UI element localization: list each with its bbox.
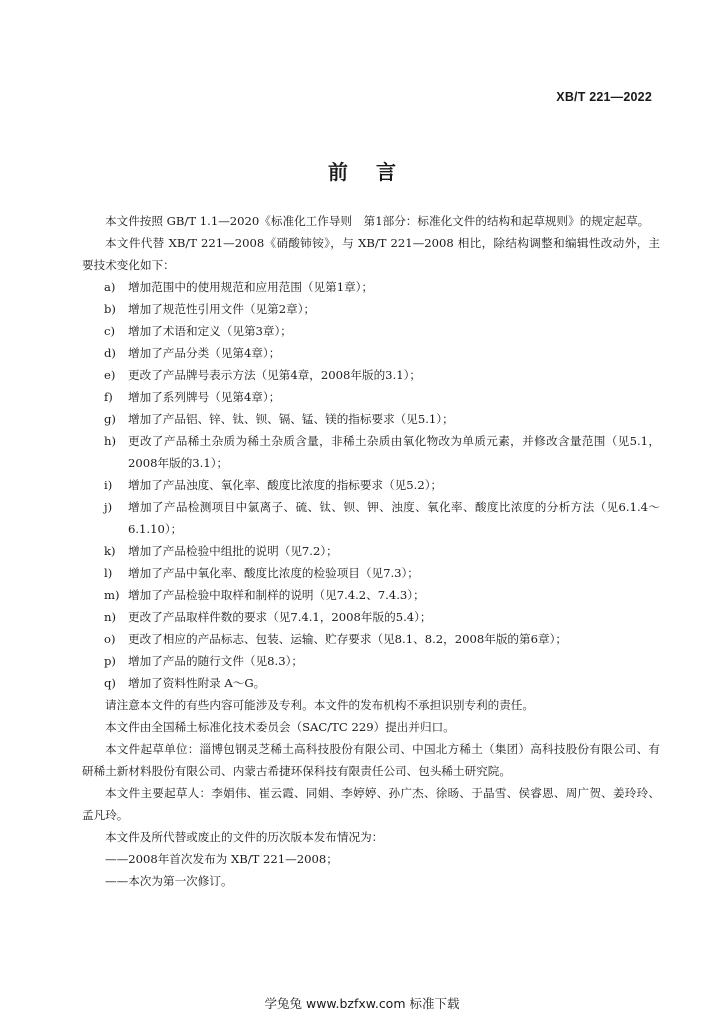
list-item bbox=[82, 386, 660, 408]
list-marker: c) bbox=[104, 324, 116, 338]
list-item-text: 更改了产品稀土杂质为稀土杂质含量，非稀土杂质由氧化物改为单质元素，并修改含量范围（见5.1，2008年版的3.1）； bbox=[128, 434, 660, 470]
list-item-text: 增加范围中的使用规范和应用范围（见第1章）； bbox=[128, 280, 374, 294]
standard-code: XB/T 221—2022 bbox=[556, 90, 652, 104]
list-marker: q) bbox=[104, 676, 116, 690]
list-item-text: 增加了产品的随行文件（见8.3）； bbox=[128, 654, 303, 668]
list-marker: k) bbox=[104, 544, 116, 558]
patent-note: 请注意本文件的有些内容可能涉及专利。本文件的发布机构不承担识别专利的责任。 bbox=[105, 698, 534, 712]
list-marker: p) bbox=[104, 654, 116, 668]
list-marker: h) bbox=[104, 434, 116, 448]
document-body bbox=[82, 210, 660, 892]
list-item-text: 更改了产品牌号表示方法（见第4章，2008年版的3.1）； bbox=[128, 368, 421, 382]
list-item-text: 更改了相应的产品标志、包装、运输、贮存要求（见8.1、8.2，2008年版的第6章）； bbox=[128, 632, 567, 646]
list-item bbox=[82, 606, 660, 628]
list-item-text: 增加了产品中氧化率、酸度比浓度的检验项目（见7.3）； bbox=[128, 566, 419, 580]
list-marker: e) bbox=[104, 368, 116, 382]
list-item-text: 增加了产品检验中取样和制样的说明（见7.4.2、7.4.3）； bbox=[128, 588, 425, 602]
list-marker: j) bbox=[104, 500, 113, 514]
changes-list bbox=[82, 276, 660, 694]
history-item: ——本次为第一次修订。 bbox=[105, 874, 233, 888]
list-item bbox=[82, 320, 660, 342]
list-item-text: 更改了产品取样件数的要求（见7.4.1，2008年版的5.4）； bbox=[128, 610, 432, 624]
drafters: 本文件主要起草人：李娟伟、崔云霞、同娟、李婷婷、孙广杰、徐旸、于晶雪、侯睿恩、周广贺、姜玲玲、孟凡玲。 bbox=[82, 786, 660, 822]
list-item-text: 增加了规范性引用文件（见第2章）； bbox=[128, 302, 316, 316]
proposer-note: 本文件由全国稀土标准化技术委员会（SAC/TC 229）提出并归口。 bbox=[105, 720, 455, 734]
list-item bbox=[82, 672, 660, 694]
list-marker: o) bbox=[104, 632, 116, 646]
list-item bbox=[82, 562, 660, 584]
intro-paragraph: 本文件按照 GB/T 1.1—2020《标准化工作导则 第1部分：标准化文件的结构和起草规则》的规定起草。 bbox=[105, 214, 650, 228]
list-item bbox=[82, 496, 660, 540]
list-item bbox=[82, 474, 660, 496]
list-marker: f) bbox=[104, 390, 113, 404]
list-item bbox=[82, 276, 660, 298]
list-item bbox=[82, 364, 660, 386]
list-marker: d) bbox=[104, 346, 116, 360]
list-item bbox=[82, 540, 660, 562]
history-item: ——2008年首次发布为 XB/T 221—2008； bbox=[105, 852, 338, 866]
list-item-text: 增加了产品检验中组批的说明（见7.2）； bbox=[128, 544, 338, 558]
list-item bbox=[82, 584, 660, 606]
list-item-text: 增加了系列牌号（见第4章）； bbox=[128, 390, 281, 404]
list-item bbox=[82, 408, 660, 430]
list-item bbox=[82, 298, 660, 320]
list-marker: n) bbox=[104, 610, 116, 624]
list-item-text: 增加了术语和定义（见第3章）； bbox=[128, 324, 292, 338]
list-marker: i) bbox=[104, 478, 113, 492]
history-intro: 本文件及所代替或废止的文件的历次版本发布情况为： bbox=[105, 830, 384, 844]
list-item-text: 增加了产品检测项目中氯离子、硫、钛、钡、钾、浊度、氧化率、酸度比浓度的分析方法（见6.1.4～6.1.10）； bbox=[128, 500, 660, 536]
intro-paragraph: 本文件代替 XB/T 221—2008《硝酸铈铵》，与 XB/T 221—2008 相比，除结构调整和编辑性改动外，主要技术变化如下： bbox=[82, 236, 660, 272]
list-item bbox=[82, 628, 660, 650]
list-marker: l) bbox=[104, 566, 113, 580]
list-marker: a) bbox=[104, 280, 116, 294]
list-item bbox=[82, 650, 660, 672]
list-item-text: 增加了产品分类（见第4章）； bbox=[128, 346, 281, 360]
list-item bbox=[82, 342, 660, 364]
list-item-text: 增加了资料性附录 A～G。 bbox=[128, 676, 266, 690]
footer-watermark: 学兔兔 www.bzfxw.com 标准下载 bbox=[264, 996, 460, 1011]
list-marker: g) bbox=[104, 412, 116, 426]
list-marker: b) bbox=[104, 302, 116, 316]
list-item-text: 增加了产品浊度、氧化率、酸度比浓度的指标要求（见5.2）； bbox=[128, 478, 443, 492]
list-item-text: 增加了产品铝、锌、钛、钡、镉、锰、镁的指标要求（见5.1）； bbox=[128, 412, 454, 426]
list-item bbox=[82, 430, 660, 474]
page-title: 前言 bbox=[328, 160, 424, 184]
list-marker: m) bbox=[104, 588, 120, 602]
drafting-units: 本文件起草单位：淄博包钢灵芝稀土高科技股份有限公司、中国北方稀土（集团）高科技股份有限公司、有研稀土新材料股份有限公司、内蒙古希捷环保科技有限责任公司、包头稀土研究院。 bbox=[82, 742, 660, 778]
